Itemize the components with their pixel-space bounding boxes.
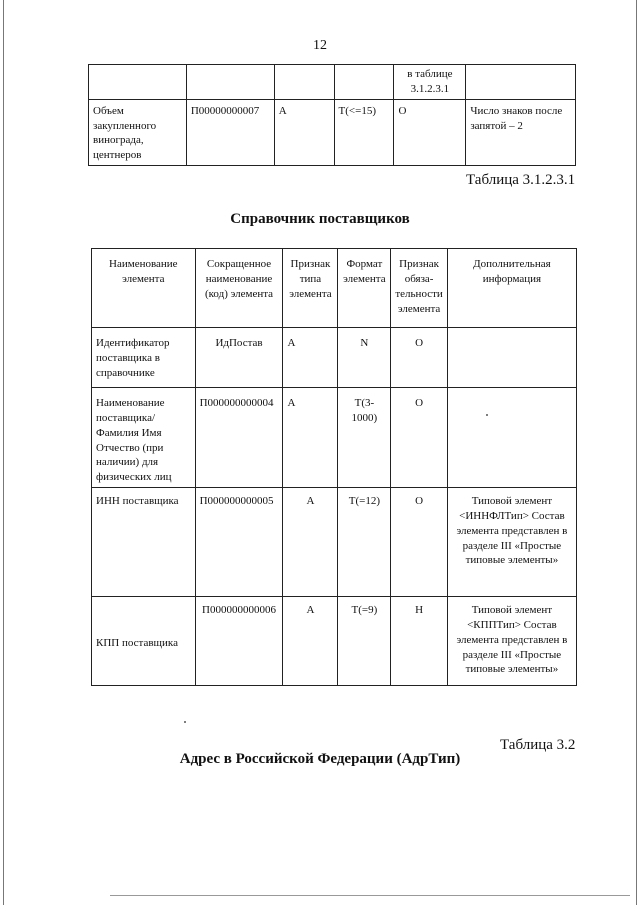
section-title: Справочник поставщиков [230,211,410,227]
column-header: Наименование элемента [92,249,196,328]
table-cell: Т(<=15) [334,99,394,165]
column-header: Формат элемента [338,249,391,328]
table-cell: П000000000006 [195,597,283,686]
table-cell: Н [391,597,447,686]
table-cell [334,65,394,100]
table-caption: Таблица 3.2 [500,737,576,753]
table-cell: ИдПостав [195,328,283,388]
table-caption: Таблица 3.1.2.3.1 [466,172,576,188]
table-cell: О [394,99,466,165]
table-cell: Т(=9) [338,597,391,686]
table-cell: А [283,388,338,488]
table-row [89,65,576,100]
table-cell: П000000000004 [195,388,283,488]
table-cell: А [283,488,338,597]
suppliers-table [91,248,577,686]
table-cell: Типовой элемент <ИННФЛТип> Состав элемента представлен в разделе III «Простые типовые элементы» [447,488,576,597]
table-cell: Наименование поставщика/ Фамилия Имя Отчество (при наличии) для физических лиц [92,388,196,488]
table-cell: в таблице 3.1.2.3.1 [394,65,466,100]
table-cell [274,65,334,100]
table-cell: О [391,388,447,488]
column-header: Дополнительная информация [447,249,576,328]
table-cell: А [283,328,338,388]
table-cell: КПП поставщика [92,597,196,686]
table-cell: ИНН поставщика [92,488,196,597]
table-row [92,328,577,388]
table-cell [466,65,576,100]
table-cell: N [338,328,391,388]
table-row [92,388,577,488]
table-row [89,99,576,165]
scan-speck [486,414,488,416]
table-cell [186,65,274,100]
table-row [92,488,577,597]
table-row [92,597,577,686]
table-cell: П00000000007 [186,99,274,165]
page-edge-right [636,0,637,905]
table-cell: О [391,488,447,597]
column-header: Признак типа элемента [283,249,338,328]
table-cell [447,388,576,488]
page-edge-bottom [110,895,630,896]
table-header-row [92,249,577,328]
table-cell: Т(=12) [338,488,391,597]
table-cell: Идентификатор поставщика в справочнике [92,328,196,388]
table-cell: Т(3-1000) [338,388,391,488]
table-cell: О [391,328,447,388]
page-number: 12 [313,38,327,53]
table-cell [447,328,576,388]
table-cell: Объем закупленного винограда, центнеров [89,99,187,165]
scan-speck [184,721,186,723]
table-cell: П000000000005 [195,488,283,597]
page-edge-left [3,0,4,905]
table-cell: А [283,597,338,686]
table-cell: Число знаков после запятой – 2 [466,99,576,165]
column-header: Признак обяза-тельности элемента [391,249,447,328]
section-title: Адрес в Российской Федерации (АдрТип) [179,751,461,767]
table-cell: А [274,99,334,165]
table-continuation [88,64,576,166]
table-cell [89,65,187,100]
column-header: Сокращенное наименование (код) элемента [195,249,283,328]
table-cell: Типовой элемент <КППТип> Состав элемента представлен в разделе III «Простые типовые элементы» [447,597,576,686]
